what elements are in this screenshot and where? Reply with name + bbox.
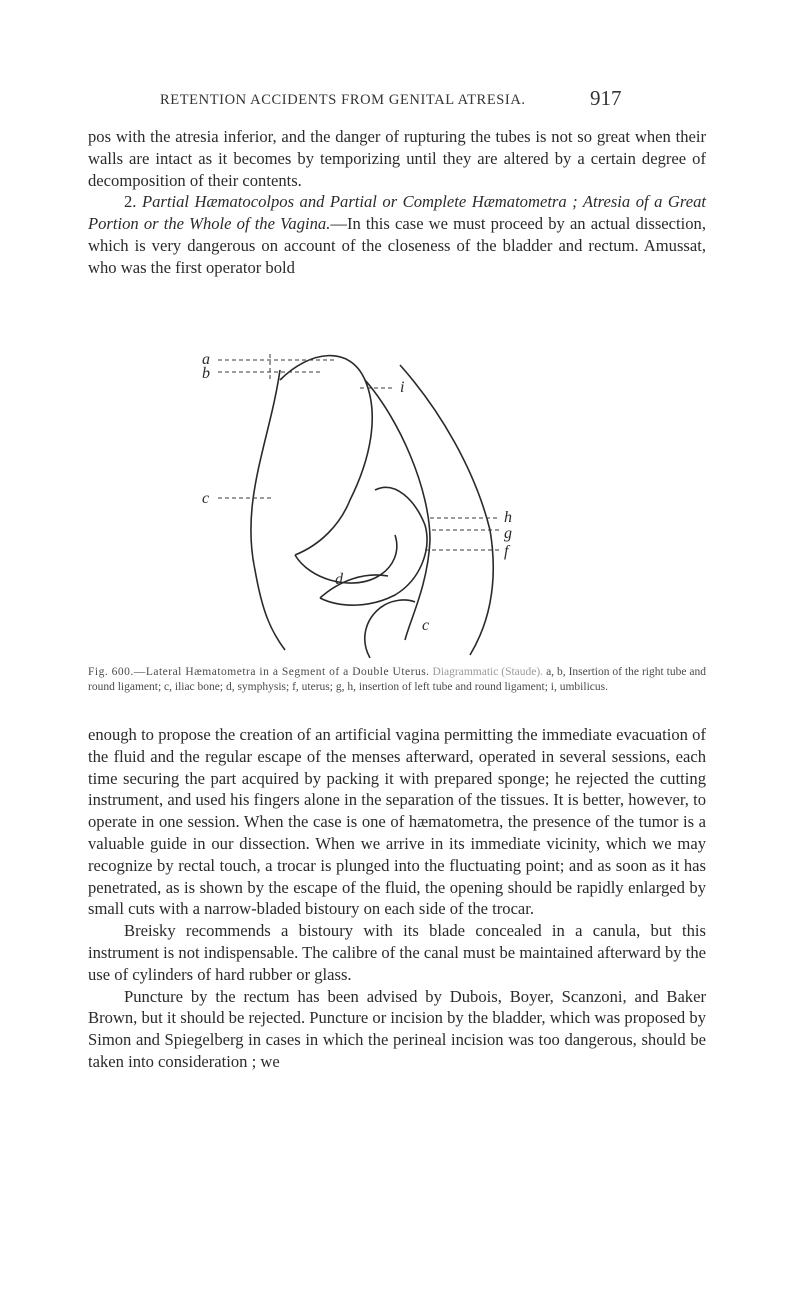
page-number: 917: [590, 86, 622, 110]
label-f: f: [504, 543, 509, 560]
caption-figure-number: Fig. 600.: [88, 666, 134, 678]
section-number: 2.: [124, 192, 137, 212]
haematometra-diagram: [200, 340, 590, 658]
symphysis-arc: [320, 575, 388, 598]
figure-600-diagram: [200, 340, 590, 658]
paragraph-breisky: Breisky recommends a bistoury with its blade concealed in a canula, but this instrument is not indispensable. The calibre of the canal must be maintained afterward by the use of cylinders of hard rubber or glass.: [88, 921, 706, 984]
section-body: —In this case we must proceed by an actual dissection, which is very dangerous on account of the closeness of the bladder and rectum. Amussat, who was the first operator bold: [88, 214, 706, 277]
iliac-bone: [365, 600, 415, 658]
paragraph-amussat-continuation: enough to propose the creation of an artificial vagina permitting the immediate evacuation of the fluid and the regular escape of the menses afterward, operated in several sessions, each time securing the part acquired by packing it with prepared sponge; he rejected the cutting instrument, and used his fingers alone in the separation of the tissues. It is better, however, to operate in one session. When the case is one of hæmatometra, the presence of the tumor is a valuable guide in our dissection. When we arrive in its immediate vicinity, which we may recognize by rectal touch, a trocar is plunged into the fluctuating point; and as soon as it has penetrated, as is shown by the escape of the fluid, the opening should be rapidly enlarged by small cuts with a narrow-bladed bistoury on each side of the trocar.: [88, 725, 706, 919]
bottom-text-block: [88, 724, 706, 1073]
label-c-bottom: c: [422, 617, 430, 634]
caption-legend: a, b, Insertion of the right tube and round ligament; c, iliac bone; d, symphysis; f, uterus; g, h, insertion of left tube and round ligament; i, umbilicus.: [88, 666, 707, 693]
label-g: g: [504, 525, 512, 542]
caption-diagrammatic-note: Diagrammatic (Staude).: [432, 666, 544, 678]
paragraph-partial-haematocolpos: [88, 191, 706, 278]
running-head: [0, 86, 800, 116]
label-i: i: [400, 379, 405, 396]
running-head-title: RETENTION ACCIDENTS FROM GENITAL ATRESIA.: [160, 92, 526, 108]
label-c-left: c: [202, 490, 210, 507]
label-h: h: [504, 509, 512, 526]
label-b: b: [202, 365, 210, 382]
section-title: Partial Hæmatocolpos and Partial or Complete Hæmatometra ; Atresia of a Great Portion or the Whole of the Vagina.: [88, 192, 706, 234]
uterus-left-horn: [280, 356, 372, 555]
label-a: a: [202, 351, 210, 368]
paragraph-continuation: pos with the atresia inferior, and the danger of rupturing the tubes is not so great when their walls are intact as it becomes by temporizing until they are altered by a certain degree of decomposition of their contents.: [88, 127, 706, 190]
paragraph-puncture: Puncture by the rectum has been advised by Dubois, Boyer, Scanzoni, and Baker Brown, but it should be rejected. Puncture or incision by the bladder, which was proposed by Simon and Spiegelberg in cases in which the perineal incision was too dangerous, should be taken into consideration ; we: [88, 986, 706, 1071]
top-text-block: [88, 126, 706, 279]
caption-title: —Lateral Hæmatometra in a Segment of a Double Uterus.: [133, 666, 430, 678]
label-d: d: [335, 571, 343, 588]
outer-wall-left: [251, 370, 285, 650]
figure-caption: [88, 665, 706, 695]
